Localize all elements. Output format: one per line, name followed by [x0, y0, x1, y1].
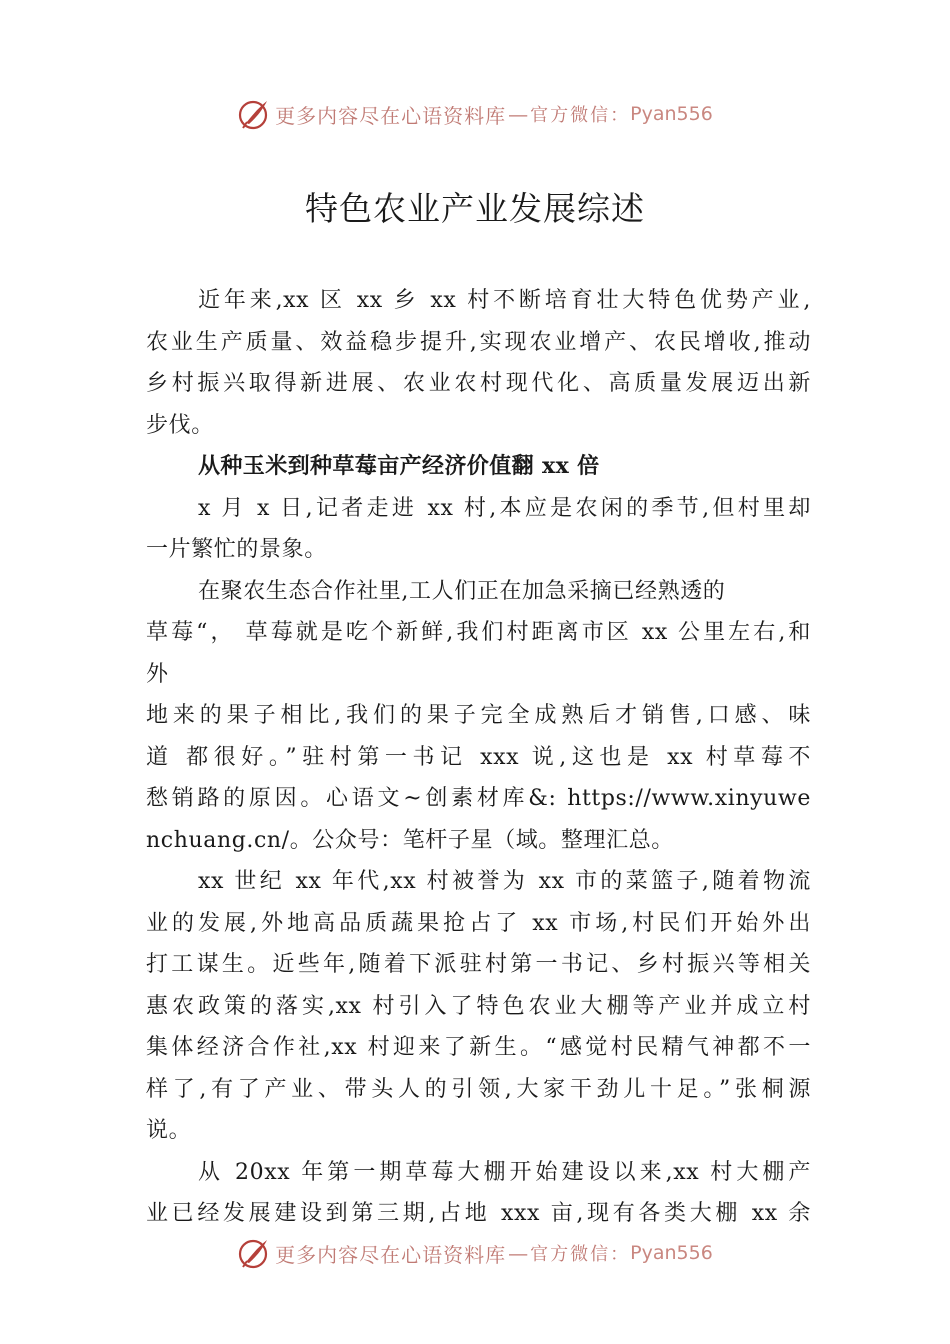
- text-line: 近年来,xx 区 xx 乡 xx 村不断培育壮大特色优势产业,: [198, 288, 811, 313]
- banner-dash: —: [508, 1241, 529, 1265]
- quill-logo-icon: [237, 1236, 271, 1270]
- text-line: 道 都很好。”驻村第一书记 xxx 说,这也是 xx 村草莓不: [146, 744, 811, 770]
- banner-brand-text: 更多内容尽在心语资料库: [275, 103, 507, 128]
- text-line: 地来的果子相比,我们的果子完全成熟后才销售,口感、味: [146, 703, 811, 728]
- text-line: 业已经发展建设到第三期,占地 xxx 亩,现有各类大棚 xx 余: [146, 1201, 811, 1226]
- text-line: 业的发展,外地高品质蔬果抢占了 xx 市场,村民们开始外出: [146, 910, 811, 936]
- banner-wechat-label: 官方微信：: [530, 105, 631, 126]
- text-line: 集体经济合作社,xx 村迎来了新生。“感觉村民精气神都不一: [146, 1035, 811, 1060]
- section-heading: 从种玉米到种草莓亩产经济价值翻 xx 倍: [198, 453, 600, 479]
- quill-logo-icon: [237, 97, 271, 131]
- text-line: 在聚农生态合作社里,工人们正在加急采摘已经熟透的: [198, 578, 726, 604]
- text-line: 一片繁忙的景象。: [146, 537, 327, 562]
- banner-wechat-label: 官方微信：: [530, 1244, 631, 1265]
- text-line: nchuang.cn/。公众号：笔杆子星（域。整理汇总。: [146, 827, 674, 853]
- text-line: 说。: [146, 1118, 192, 1143]
- text-line: 打工谋生。近些年,随着下派驻村第一书记、乡村振兴等相关: [146, 952, 811, 977]
- banner-wechat-id: Pyan556: [630, 103, 713, 125]
- text-line: xx 世纪 xx 年代,xx 村被誉为 xx 市的菜篮子,随着物流: [198, 869, 811, 894]
- text-line: 草莓“， 草莓就是吃个新鲜,我们村距离市区 xx 公里左右,和: [146, 620, 811, 645]
- text-line: 样了,有了产业、带头人的引领,大家干劲儿十足。”张桐源: [146, 1076, 811, 1102]
- text-line: 步伐。: [146, 412, 214, 438]
- text-line: x 月 x 日,记者走进 xx 村,本应是农闲的季节,但村里却: [198, 495, 811, 521]
- text-line: 农业生产质量、效益稳步提升,实现农业增产、农民增收,推动: [146, 329, 811, 355]
- text-line: 愁销路的原因。心语文~创素材库&: https://www.xinyuwe: [146, 786, 811, 811]
- text-line: 乡村振兴取得新进展、农业农村现代化、高质量发展迈出新: [146, 371, 811, 396]
- text-line: 从 20xx 年第一期草莓大棚开始建设以来,xx 村大棚产: [198, 1159, 811, 1185]
- text-line: 外: [146, 661, 169, 687]
- document-title: 特色农业产业发展综述: [305, 189, 645, 228]
- footer-banner: [0, 1233, 950, 1273]
- document-body: [146, 280, 811, 1235]
- text-line: 惠农政策的落实,xx 村引入了特色农业大棚等产业并成立村: [146, 993, 811, 1019]
- banner-dash: —: [508, 102, 529, 126]
- banner-wechat-id: Pyan556: [630, 1242, 713, 1264]
- header-banner: [0, 94, 950, 134]
- banner-brand-text: 更多内容尽在心语资料库: [275, 1242, 507, 1267]
